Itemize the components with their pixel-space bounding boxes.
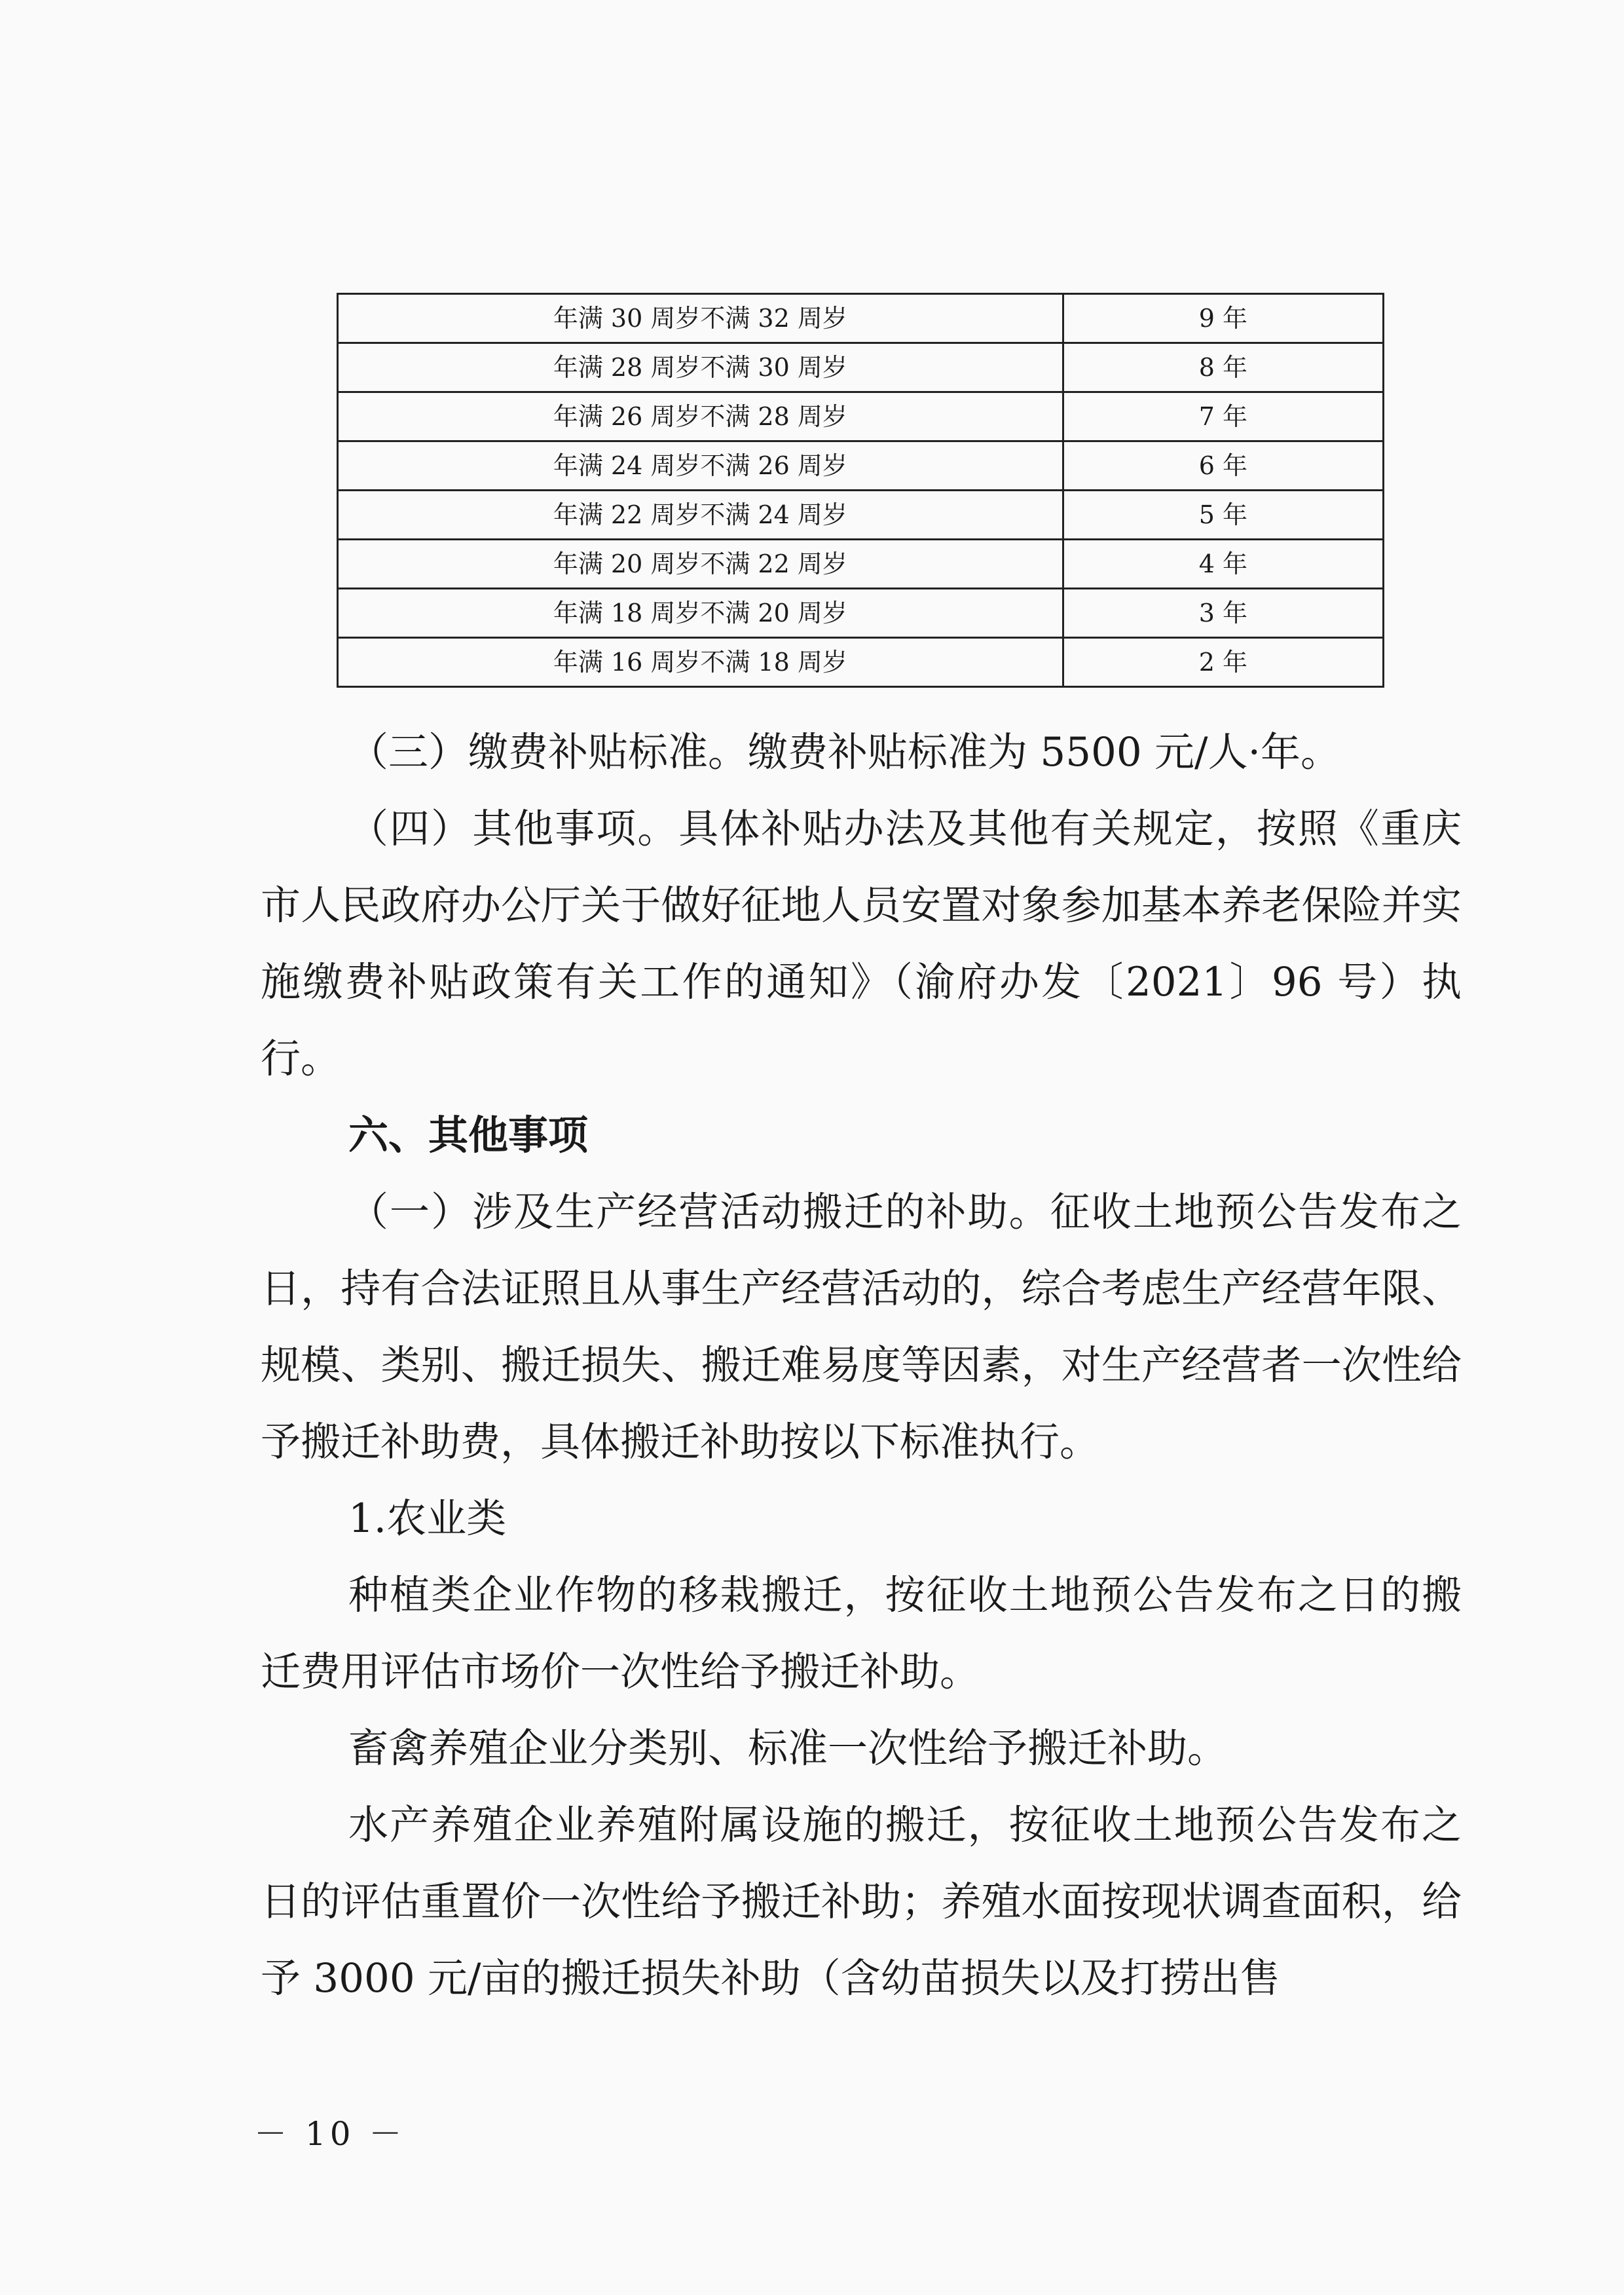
age-range-cell: 年满 26 周岁不满 28 周岁 [338,392,1063,441]
paragraph-other-matters: （四）其他事项。具体补贴办法及其他有关规定，按照《重庆市人民政府办公厅关于做好征地人员安置对象参加基本养老保险并实施缴费补贴政策有关工作的通知》（渝府办发〔2021〕96 号）执行。 [261,806,1462,1082]
table-row [338,343,1384,392]
years-cell: 9 年 [1063,294,1383,343]
age-range-cell: 年满 16 周岁不满 18 周岁 [338,638,1063,687]
section-heading-six: 六、其他事项 [348,1112,589,1159]
paragraph-relocation-subsidy: （一）涉及生产经营活动搬迁的补助。征收土地预公告发布之日，持有合法证照且从事生产经营活动的，综合考虑生产经营年限、规模、类别、搬迁损失、搬迁难易度等因素，对生产经营者一次性给予搬迁补助费，具体搬迁补助按以下标准执行。 [261,1189,1462,1465]
age-range-cell: 年满 20 周岁不满 22 周岁 [338,540,1063,589]
paragraph-planting: 种植类企业作物的移栽搬迁，按征收土地预公告发布之日的搬迁费用评估市场价一次性给予搬迁补助。 [261,1572,1462,1695]
page-number: － 10 － [254,2115,406,2153]
table-row [338,540,1384,589]
paragraph-agriculture-heading: 1.农业类 [348,1495,507,1542]
years-cell: 5 年 [1063,491,1383,540]
table-row [338,638,1384,687]
age-range-cell: 年满 18 周岁不满 20 周岁 [338,589,1063,638]
table-row [338,441,1384,491]
years-cell: 4 年 [1063,540,1383,589]
table-row [338,491,1384,540]
table-row [338,294,1384,343]
years-cell: 6 年 [1063,441,1383,491]
age-range-cell: 年满 24 周岁不满 26 周岁 [338,441,1063,491]
years-cell: 3 年 [1063,589,1383,638]
paragraph-aquaculture: 水产养殖企业养殖附属设施的搬迁，按征收土地预公告发布之日的评估重置价一次性给予搬迁补助；养殖水面按现状调查面积，给予 3000 元/亩的搬迁损失补助（含幼苗损失以及打捞出售 [261,1802,1462,2002]
age-range-cell: 年满 28 周岁不满 30 周岁 [338,343,1063,392]
years-cell: 2 年 [1063,638,1383,687]
table-row [338,589,1384,638]
table-row [338,392,1384,441]
years-cell: 8 年 [1063,343,1383,392]
age-range-cell: 年满 30 周岁不满 32 周岁 [338,294,1063,343]
paragraph-livestock: 畜禽养殖企业分类别、标准一次性给予搬迁补助。 [348,1725,1228,1772]
paragraph-subsidy-standard: （三）缴费补贴标准。缴费补贴标准为 5500 元/人·年。 [348,729,1340,775]
age-range-cell: 年满 22 周岁不满 24 周岁 [338,491,1063,540]
age-years-table [337,293,1384,688]
years-cell: 7 年 [1063,392,1383,441]
